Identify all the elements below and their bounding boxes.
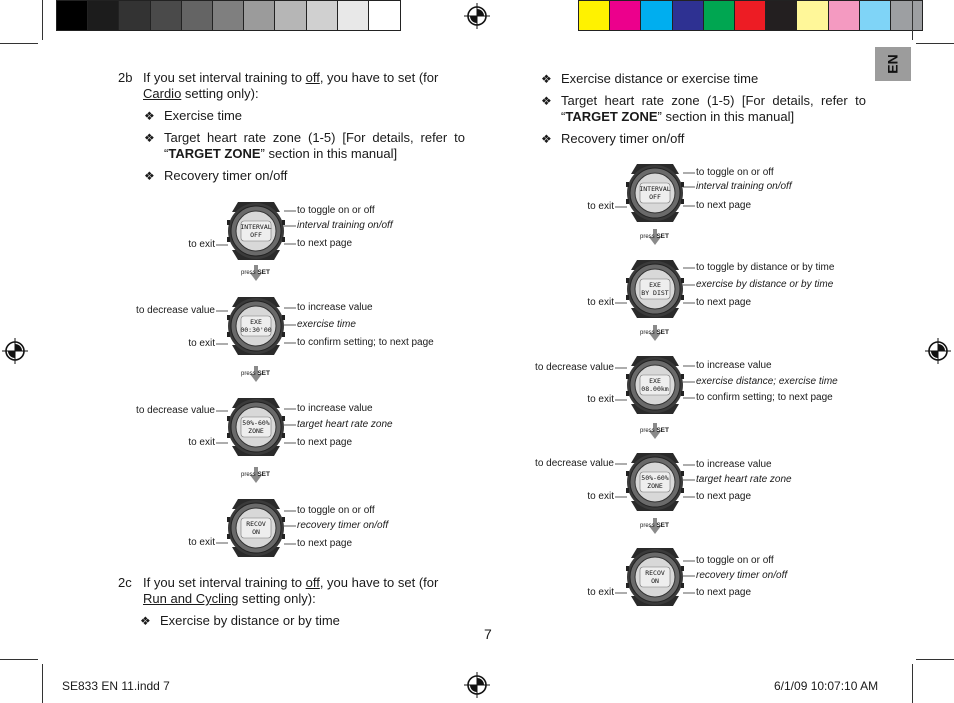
process-color-bar [578,0,923,31]
watch-face-icon [224,295,288,357]
increase-label: to increase value [696,459,772,470]
callout-line [682,464,696,466]
bullet-dist-or-time: Exercise by distance or by time [160,613,340,628]
callout-line [283,525,297,527]
diamond-bullet-icon: ❖ [144,109,155,123]
crop-mark [912,0,913,40]
watch-display-line2: OFF [649,193,661,201]
exit-label: to exit [587,587,614,598]
color-swatch [610,1,641,30]
watch-display-line1: EXE [649,377,661,385]
callout-line [682,496,696,498]
set-button-text: SET [257,370,270,377]
next-page-label: to next page [696,491,752,502]
set-button-text: SET [257,471,270,478]
next-page-label: to next page [297,437,353,448]
color-swatch [338,1,369,30]
color-swatch [641,1,672,30]
set-button-text: SET [656,329,669,336]
bullet-target-zone-line1: Target heart rate zone (1-5) [For details, refer to [561,93,866,108]
color-swatch [735,1,766,30]
watch-display-line1: 50%-60% [641,474,669,482]
page-number: 7 [484,626,492,642]
bullet-target-zone-line2: “TARGET ZONE” section in this manual] [164,146,398,161]
callout-line [682,267,696,269]
language-tab [875,47,911,81]
watch-display-line1: EXE [649,281,661,289]
callout-line [682,172,696,174]
crop-mark [42,0,43,40]
recovery-label: recovery timer on/off [696,570,788,581]
callout-line [682,186,696,188]
callout-line [614,302,628,304]
callout-line [215,442,229,444]
bullet-recovery: Recovery timer on/off [164,168,288,183]
color-swatch [369,1,400,30]
watch-display-line1: 50%-60% [242,419,270,427]
press-set-label [640,427,669,434]
watch-face-icon [224,497,288,559]
color-swatch [579,1,610,30]
exit-label: to exit [188,537,215,548]
step-number-2c: 2c [118,575,132,590]
footer-file-name: SE833 EN 11.indd 7 [62,679,170,693]
watch-display-line2: 00:30'00 [240,326,272,334]
exit-label: to exit [587,297,614,308]
callout-line [614,367,628,369]
diamond-bullet-icon: ❖ [541,72,552,86]
callout-line [682,302,696,304]
callout-line [682,560,696,562]
press-set-label [241,370,270,377]
press-text: press [640,330,655,336]
registration-mark-icon [464,672,490,698]
next-page-label: to next page [297,538,353,549]
crop-mark [916,43,954,44]
callout-line [682,381,696,383]
callout-line [283,307,297,309]
crop-mark [916,659,954,660]
press-text: press [241,270,256,276]
watch-display-line1: RECOV [645,569,665,577]
callout-line [614,463,628,465]
bullet-recovery: Recovery timer on/off [561,131,685,146]
color-swatch [307,1,338,30]
press-set-label [640,329,669,336]
exit-label: to exit [188,239,215,250]
color-swatch [57,1,88,30]
press-text: press [640,428,655,434]
set-button-text: SET [656,427,669,434]
color-swatch [673,1,704,30]
color-swatch [88,1,119,30]
interval-training-label: interval training on/off [696,181,792,192]
color-swatch [151,1,182,30]
watch-display-line1: RECOV [246,520,266,528]
toggle-label: to toggle on or off [696,555,774,566]
diamond-bullet-icon: ❖ [541,132,552,146]
next-page-label: to next page [696,297,752,308]
callout-line [682,205,696,207]
increase-label: to increase value [297,403,373,414]
exercise-distance-time-label: exercise distance; exercise time [696,376,838,387]
callout-line [614,206,628,208]
decrease-label: to decrease value [535,362,614,373]
watch-face-icon [623,354,687,416]
callout-line [682,575,696,577]
registration-mark-icon [2,338,28,364]
target-zone-label: target heart rate zone [297,419,393,430]
toggle-label: to toggle on or off [696,167,774,178]
exercise-time-label: exercise time [297,319,356,330]
callout-line [283,408,297,410]
callout-line [283,424,297,426]
callout-line [682,592,696,594]
exercise-dist-time-label: exercise by distance or by time [696,279,834,290]
set-button-text: SET [656,522,669,529]
color-swatch [704,1,735,30]
callout-line [682,397,696,399]
callout-line [283,210,297,212]
crop-mark [0,659,38,660]
callout-line [283,342,297,344]
color-swatch [860,1,891,30]
press-text: press [640,523,655,529]
callout-line [215,542,229,544]
color-swatch [275,1,306,30]
color-swatch [829,1,860,30]
grayscale-color-bar [56,0,401,31]
decrease-label: to decrease value [136,405,215,416]
callout-line [682,479,696,481]
callout-line [283,243,297,245]
press-text: press [640,234,655,240]
callout-line [283,442,297,444]
watch-display-line1: INTERVAL [240,223,272,231]
bullet-target-zone-line2: “TARGET ZONE” section in this manual] [561,109,795,124]
color-swatch [797,1,828,30]
watch-display-line1: INTERVAL [639,185,671,193]
press-text: press [241,472,256,478]
increase-label: to increase value [696,360,772,371]
diamond-bullet-icon: ❖ [144,131,155,145]
watch-face-icon [623,162,687,224]
paragraph-2c: If you set interval training to off, you have to set (for Run and Cycling setting only): [143,575,439,606]
callout-line [283,510,297,512]
diamond-bullet-icon: ❖ [541,94,552,108]
crop-mark [42,664,43,703]
step-number-2b: 2b [118,70,133,85]
watch-face-icon [224,200,288,262]
watch-face-icon [623,451,687,513]
exit-label: to exit [188,437,215,448]
color-swatch [244,1,275,30]
color-swatch [119,1,150,30]
watch-display-line1: EXE [250,318,262,326]
crop-mark [912,664,913,703]
callout-line [215,343,229,345]
press-set-label [241,471,270,478]
watch-face-icon [623,258,687,320]
confirm-label: to confirm setting; to next page [696,392,833,403]
exit-label: to exit [188,338,215,349]
registration-mark-icon [925,338,951,364]
next-page-label: to next page [297,238,353,249]
color-swatch [891,1,922,30]
toggle-distance-time-label: to toggle by distance or by time [696,262,835,273]
bullet-exercise-time: Exercise time [164,108,243,123]
paragraph-2b: If you set interval training to off, you have to set (for Cardio setting only): [143,70,439,101]
target-zone-label: target heart rate zone [696,474,792,485]
set-button-text: SET [656,233,669,240]
callout-line [215,244,229,246]
decrease-label: to decrease value [136,305,215,316]
watch-face-icon [224,396,288,458]
toggle-label: to toggle on or off [297,205,375,216]
bullet-target-zone-line1: Target heart rate zone (1-5) [For details, refer to [164,130,465,145]
exit-label: to exit [587,394,614,405]
diamond-bullet-icon: ❖ [140,614,151,628]
callout-line [283,225,297,227]
exit-label: to exit [587,491,614,502]
callout-line [283,324,297,326]
callout-line [283,543,297,545]
press-text: press [241,371,256,377]
color-swatch [766,1,797,30]
callout-line [614,592,628,594]
watch-display-line2: OFF [250,231,262,239]
footer-timestamp: 6/1/09 10:07:10 AM [774,679,879,693]
crop-mark [0,43,38,44]
callout-line [215,410,229,412]
decrease-label: to decrease value [535,458,614,469]
language-tab-label: EN [884,54,901,74]
increase-label: to increase value [297,302,373,313]
toggle-label: to toggle on or off [297,505,375,516]
exit-label: to exit [587,201,614,212]
press-set-label [640,233,669,240]
callout-line [614,399,628,401]
watch-display-line2: ON [651,577,659,585]
callout-line [682,365,696,367]
watch-display-line2: ZONE [248,427,264,435]
registration-mark-icon [464,3,490,29]
watch-display-line2: ZONE [647,482,663,490]
next-page-label: to next page [696,587,752,598]
callout-line [614,496,628,498]
bullet-distance-or-time: Exercise distance or exercise time [561,71,759,86]
watch-display-line2: 08.00km [641,385,669,393]
color-swatch [213,1,244,30]
diamond-bullet-icon: ❖ [144,169,155,183]
press-set-label [241,269,270,276]
press-set-label [640,522,669,529]
watch-face-icon [623,546,687,608]
set-button-text: SET [257,269,270,276]
interval-training-label: interval training on/off [297,220,393,231]
confirm-label: to confirm setting; to next page [297,337,434,348]
watch-display-line2: ON [252,528,260,536]
next-page-label: to next page [696,200,752,211]
callout-line [215,310,229,312]
callout-line [682,284,696,286]
watch-display-line2: BY DIST [641,289,669,297]
recovery-label: recovery timer on/off [297,520,389,531]
color-swatch [182,1,213,30]
